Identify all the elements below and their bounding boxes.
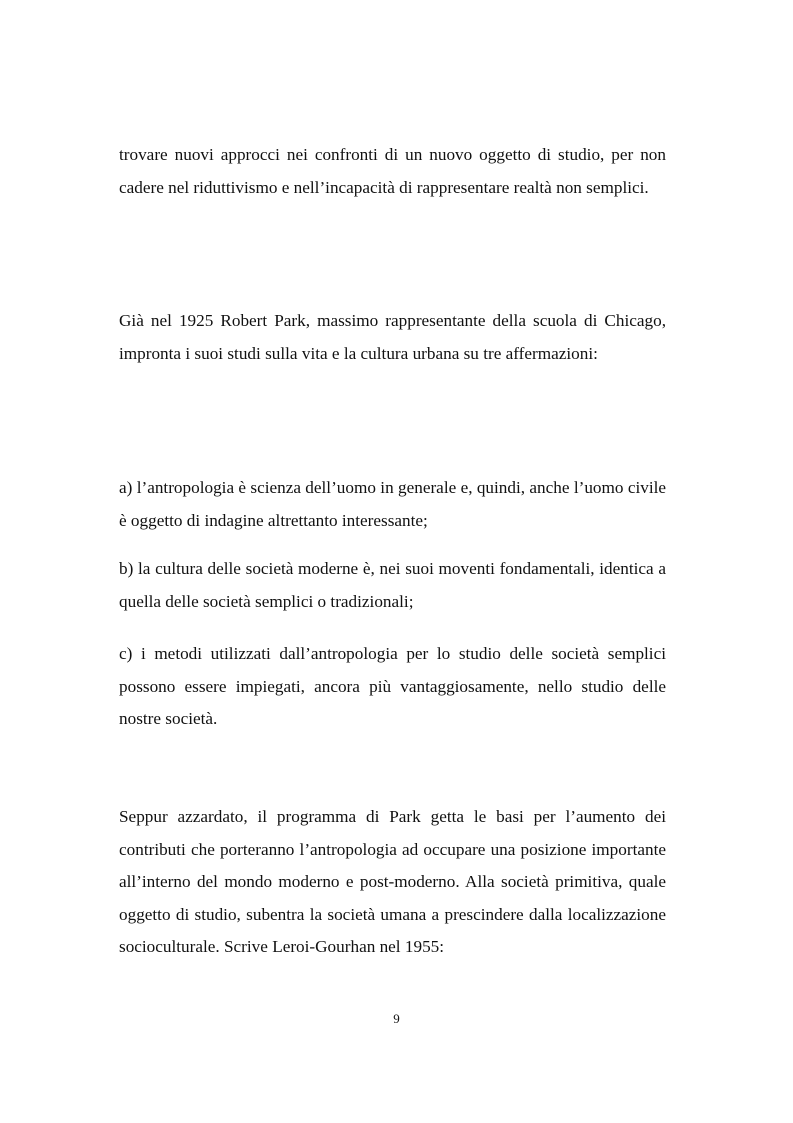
page-number: 9 <box>393 1011 400 1026</box>
paragraph-park-program: Seppur azzardato, il programma di Park getta le basi per l’aumento dei contributi che porteranno l’antropologia ad occupare una posizione importante all’interno del mondo moderno e post-moderno. Alla società primitiva, quale oggetto di studio, subentra la società umana a prescindere dalla localizzazione socioculturale. Scrive Leroi-Gourhan nel 1955: <box>119 807 666 956</box>
list-item-c: c) i metodi utilizzati dall’antropologia per lo studio delle società semplici possono essere impiegati, ancora più vantaggiosamente, nello studio delle nostre società. <box>119 644 666 728</box>
list-item-a: a) l’antropologia è scienza dell’uomo in generale e, quindi, anche l’uomo civile è oggetto di indagine altrettanto interessante; <box>119 478 666 530</box>
paragraph-park-intro: Già nel 1925 Robert Park, massimo rappresentante della scuola di Chicago, impronta i suoi studi sulla vita e la cultura urbana su tre affermazioni: <box>119 311 666 363</box>
list-item-b: b) la cultura delle società moderne è, nei suoi moventi fondamentali, identica a quella delle società semplici o tradizionali; <box>119 559 666 611</box>
paragraph-continuation: trovare nuovi approcci nei confronti di un nuovo oggetto di studio, per non cadere nel riduttivismo e nell’incapacità di rappresentare realtà non semplici. <box>119 145 666 197</box>
